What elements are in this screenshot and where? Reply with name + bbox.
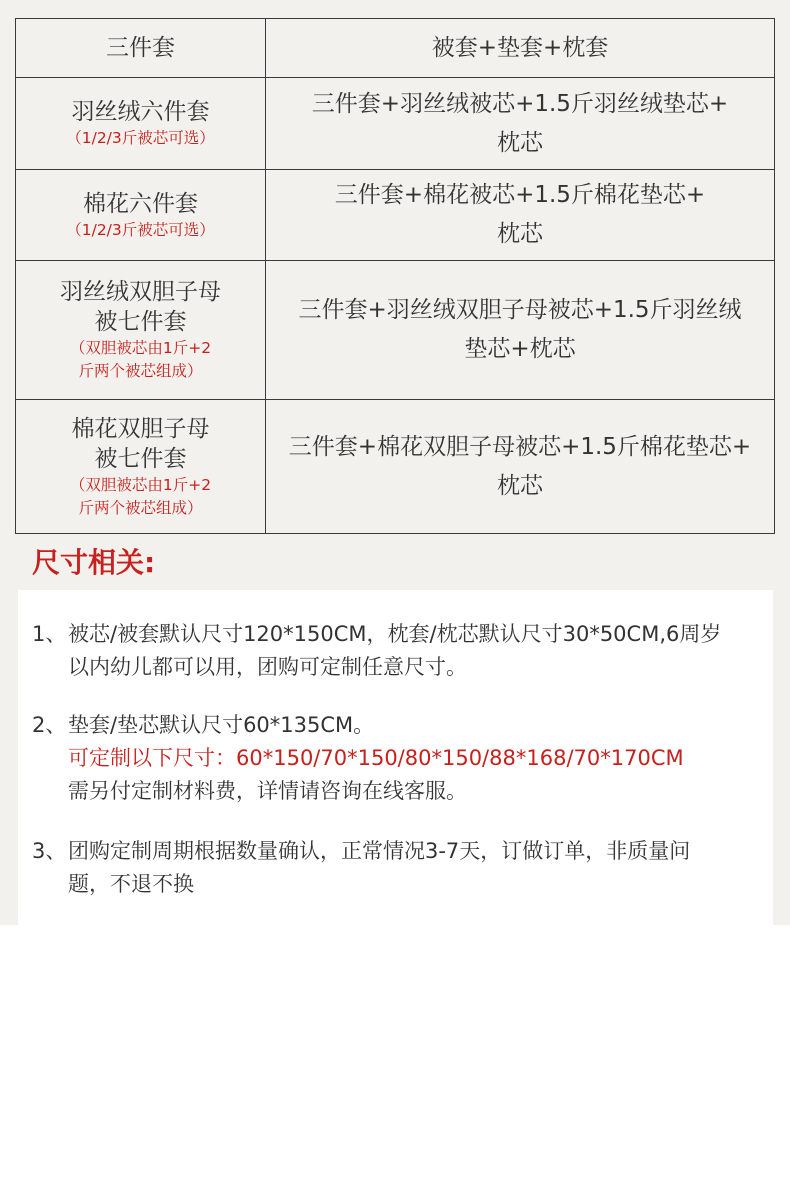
set-name-cell [16,400,266,534]
set-desc-line: 枕芯 [497,472,543,499]
set-name: 被七件套 [94,309,187,335]
set-desc-line: 三件套+羽丝绒双胆子母被芯+1.5斤羽丝绒 [298,297,742,323]
item-text: 被芯/被套默认尺寸120*150CM，枕套/枕芯默认尺寸30*50CM,6周岁 [68,622,722,646]
table-row [16,400,775,534]
item-number: 3、 [32,839,67,863]
header-name: 三件套 [106,35,175,61]
set-name-cell [16,170,266,261]
set-note: （双胆被芯由1斤+2 [69,339,212,357]
item-number: 1、 [32,622,67,646]
set-note: （1/2/3斤被芯可选） [66,220,215,239]
table-row [16,170,775,261]
header-desc-cell [266,19,775,78]
table-row [16,78,775,170]
custom-sizes-text: 可定制以下尺寸：60*150/70*150/80*150/88*168/70*170CM [68,746,684,770]
set-desc-line: 三件套+羽丝绒被芯+1.5斤羽丝绒垫芯+ [311,90,729,117]
item-text: 垫套/垫芯默认尺寸60*135CM。 [68,713,375,737]
set-desc-cell [266,170,775,261]
section-title: 尺寸相关: [32,546,156,579]
header-name-cell [16,19,266,78]
set-name: 羽丝绒双胆子母 [60,279,221,305]
item-text: 以内幼儿都可以用，团购可定制任意尺寸。 [68,655,467,679]
list-item [32,709,767,808]
set-desc-cell [266,78,775,170]
set-name: 棉花六件套 [83,190,198,217]
list-item [32,835,767,901]
set-name: 羽丝绒六件套 [71,99,210,125]
set-desc-line: 三件套+棉花被芯+1.5斤棉花垫芯+ [334,182,706,208]
set-desc-line: 垫芯+枕芯 [464,336,576,362]
set-desc-cell [266,400,775,534]
set-desc-line: 枕芯 [497,221,543,247]
item-text: 团购定制周期根据数量确认，正常情况3-7天，订做订单，非质量问 [68,839,691,863]
set-desc-line: 三件套+棉花双胆子母被芯+1.5斤棉花垫芯+ [288,433,752,460]
set-name: 被七件套 [94,445,187,472]
table-header-row [16,19,775,78]
size-notes-card [18,590,773,926]
set-name-cell [16,78,266,170]
set-note: 斤两个被芯组成） [78,498,203,517]
item-number: 2、 [32,713,67,737]
set-desc-line: 枕芯 [497,129,543,156]
list-item [32,618,767,684]
set-note: （双胆被芯由1斤+2 [69,475,212,494]
table-row [16,261,775,400]
product-spec-table [15,18,775,534]
header-desc: 被套+垫套+枕套 [431,34,609,61]
set-desc-cell [266,261,775,400]
set-name: 棉花双胆子母 [71,415,210,442]
item-text: 需另付定制材料费，详情请咨询在线客服。 [68,779,467,803]
item-text: 题，不退不换 [68,872,194,896]
set-name-cell [16,261,266,400]
set-note: 斤两个被芯组成） [78,362,203,380]
set-note: （1/2/3斤被芯可选） [66,129,215,147]
